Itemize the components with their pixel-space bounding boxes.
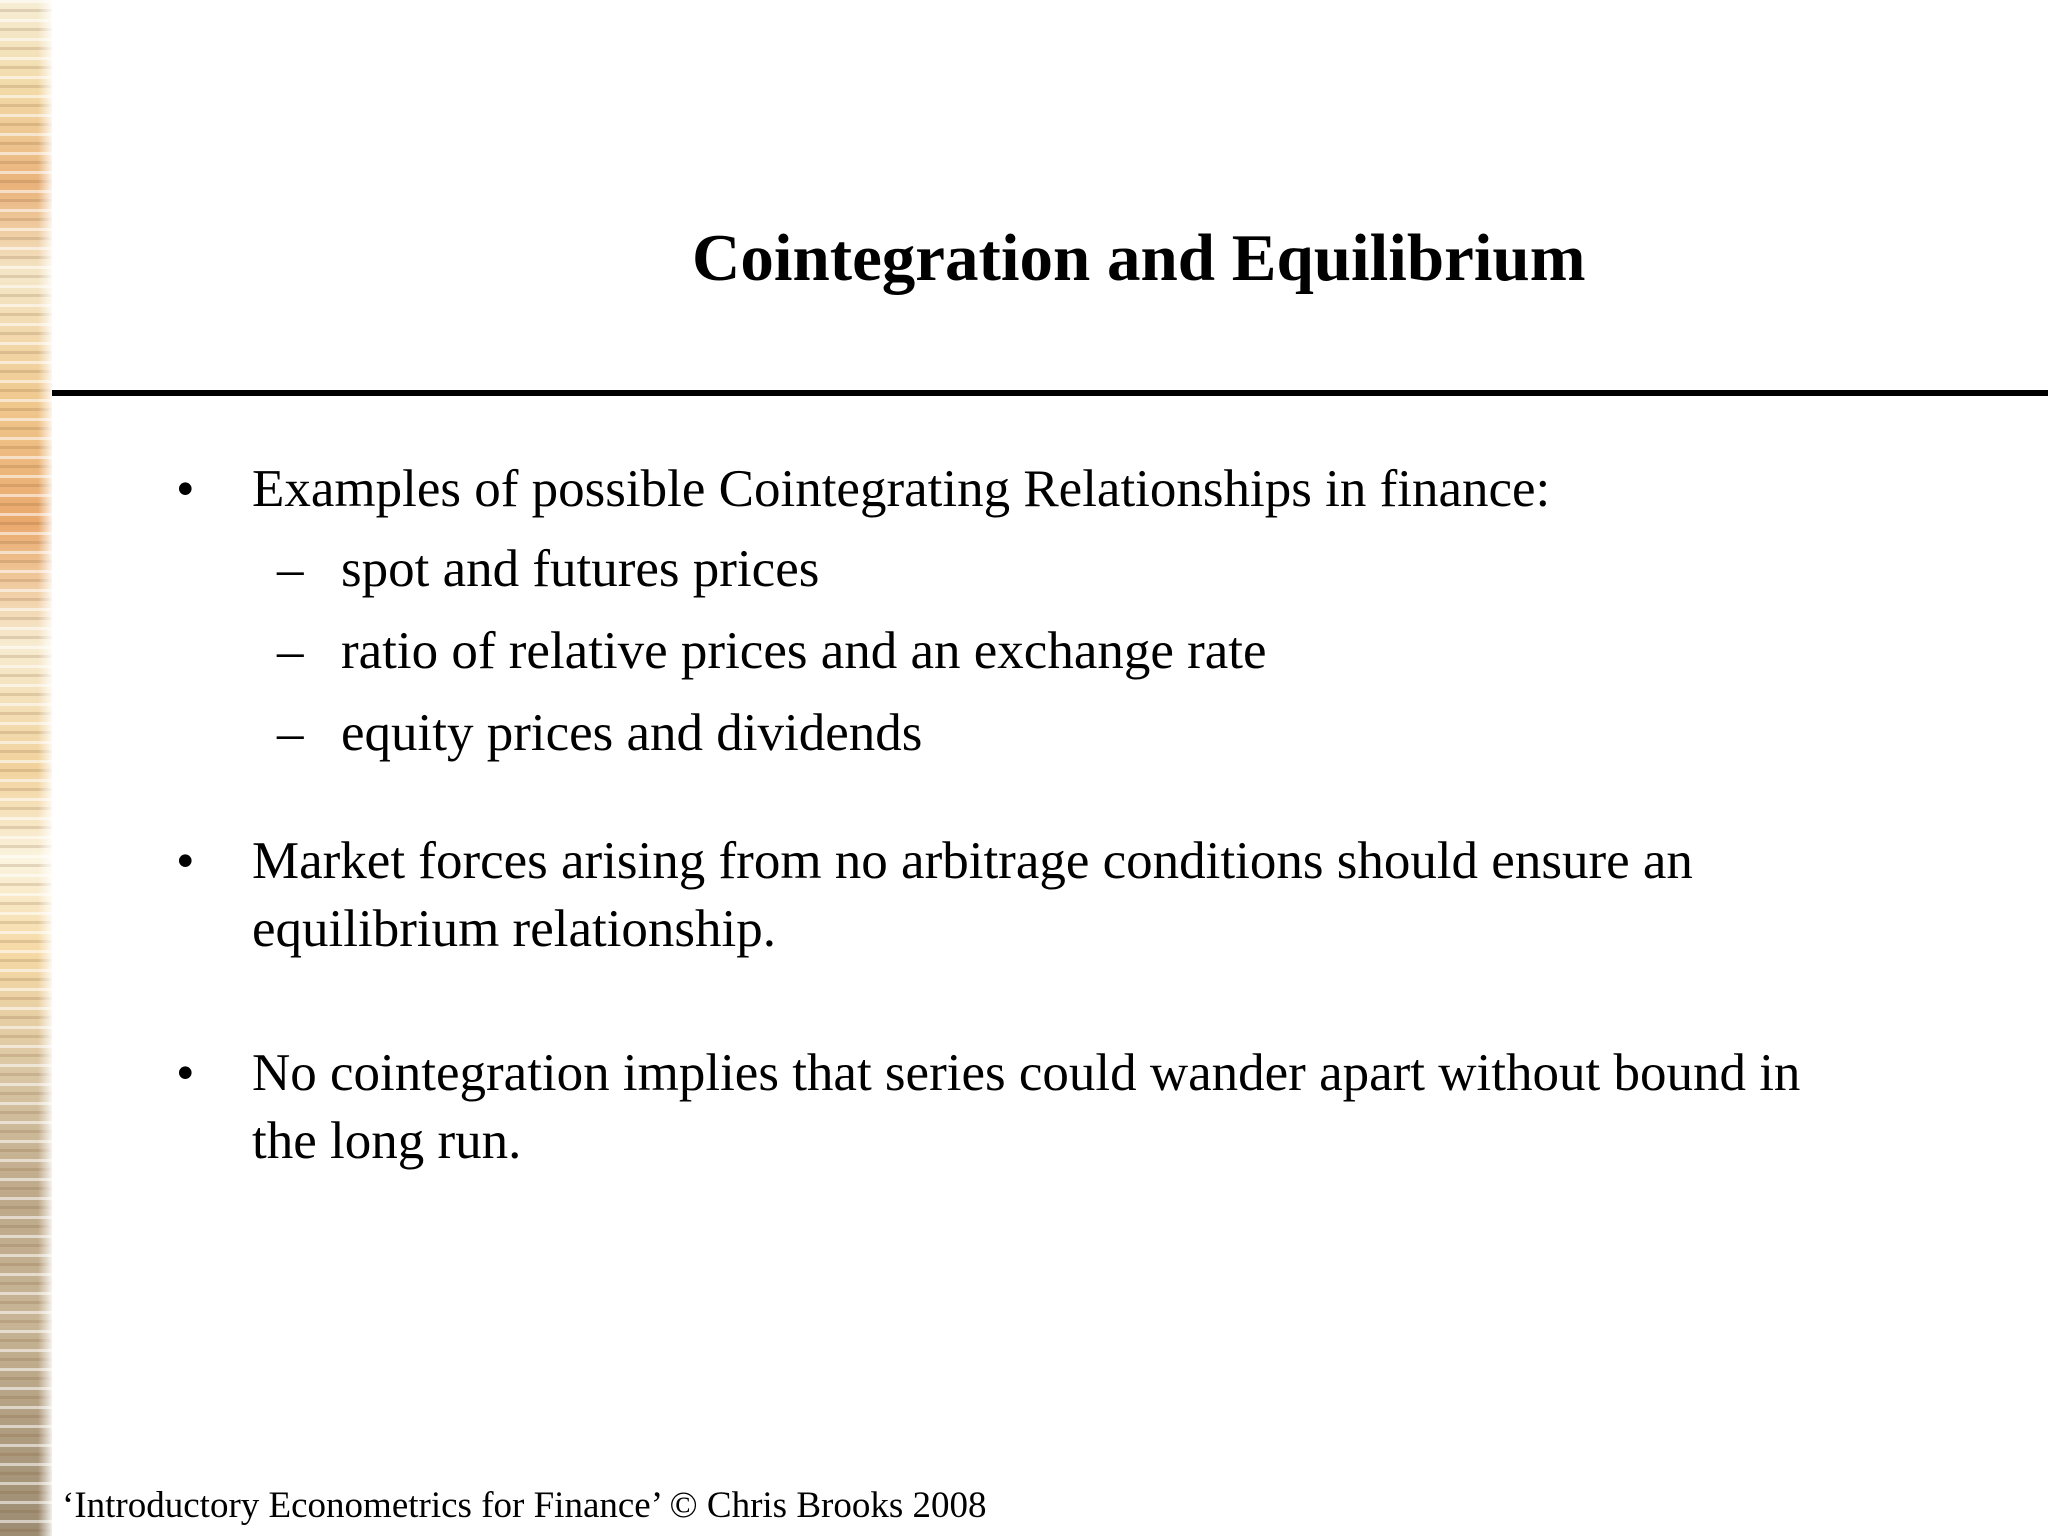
sub-bullet-text: spot and futures prices (341, 540, 820, 598)
slide-footer: ‘Introductory Econometrics for Finance’ © Chris Brooks 2008 (62, 1485, 987, 1526)
bullet-item (170, 455, 1870, 523)
title-divider (52, 390, 2048, 396)
sub-bullet-marker: – (277, 540, 304, 598)
bullet-marker: • (176, 1044, 195, 1102)
bullet-item (170, 827, 1870, 963)
sub-bullet-text: equity prices and dividends (341, 704, 923, 762)
bullet-text: Market forces arising from no arbitrage conditions should ensure an equilibrium relationship. (252, 832, 1693, 958)
bullet-marker: • (176, 460, 195, 518)
slide-body (170, 455, 1870, 1175)
sub-bullet-item (277, 699, 1870, 767)
bullet-marker: • (176, 832, 195, 890)
bullet-text: No cointegration implies that series could wander apart without bound in the long run. (252, 1044, 1801, 1170)
sub-bullet-item (277, 535, 1870, 603)
sub-bullet-marker: – (277, 622, 304, 680)
decorative-side-strip (0, 0, 52, 1536)
sub-bullet-item (277, 617, 1870, 685)
bullet-item (170, 1039, 1870, 1175)
bullet-text: Examples of possible Cointegrating Relationships in finance: (252, 460, 1551, 518)
sub-bullet-marker: – (277, 704, 304, 762)
sub-bullet-list (277, 535, 1870, 767)
slide-title: Cointegration and Equilibrium (692, 221, 1586, 295)
sub-bullet-text: ratio of relative prices and an exchange rate (341, 622, 1267, 680)
